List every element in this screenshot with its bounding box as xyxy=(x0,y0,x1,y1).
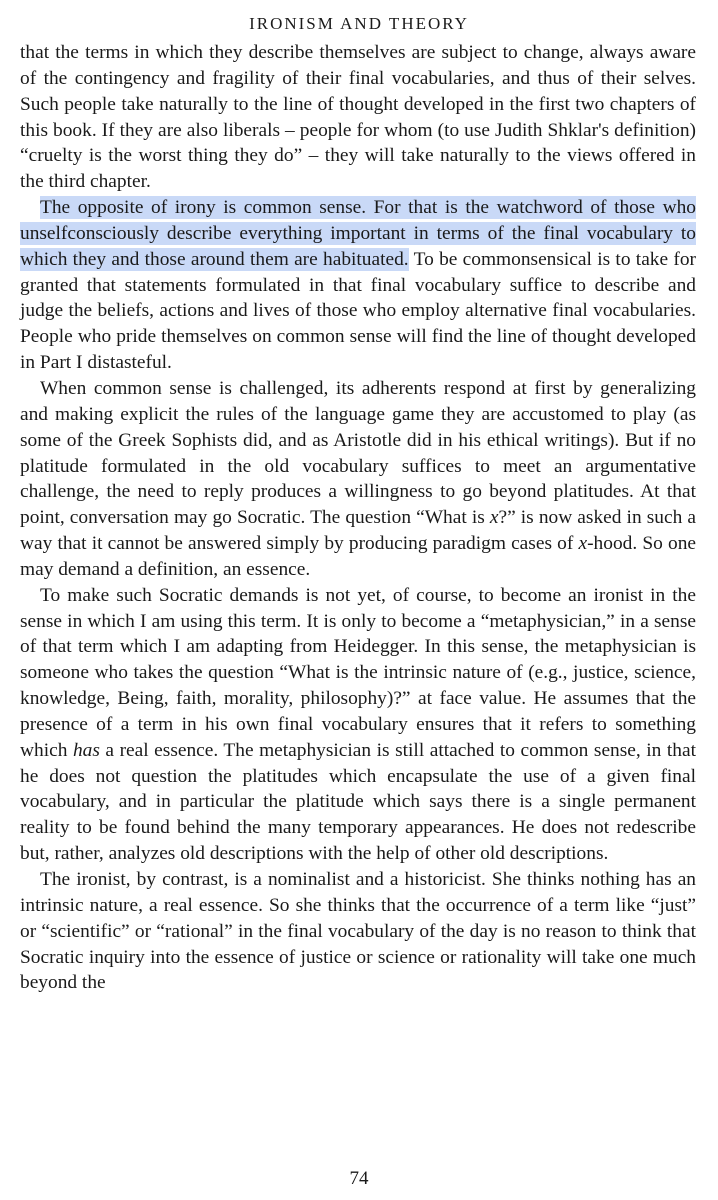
paragraph-1 xyxy=(20,40,696,195)
paragraph-3-text-a: When common sense is challenged, its adherents respond at first by generalizing and making explicit the rules of the language game they are accustomed to play (as some of the Greek Sophists did, and as Aristotle did in his ethical writings). But if no platitude formulated in the old vocabulary suffices to meet an argumentative challenge, the need to reply produces a willingness to go beyond platitudes. At that point, conversation may go Socratic. The question “What is xyxy=(20,377,696,529)
paragraph-3-text-c: -hood. So one may demand a definition, an essence. xyxy=(20,533,696,580)
paragraph-5 xyxy=(20,867,696,996)
italic-x: x xyxy=(578,533,588,555)
page-number: 74 xyxy=(349,1168,369,1189)
paragraph-4-text-b: a real essence. The metaphysician is still attached to common sense, in that he does not question the platitudes which encapsulate the use of a given final vocabulary, and in particular the platitude which says there is a single permanent reality to be found behind the many temporary appearances. He does not redescribe but, rather, analyzes old descriptions with the help of other old descriptions. xyxy=(20,739,696,865)
paragraph-1-text: that the terms in which they describe themselves are subject to change, always aware of the contingency and fragility of their final vocabularies, and thus of their selves. Such people take naturally to the line of thought developed in the first two chapters of this book. If they are also liberals – people for whom (to use Judith Shklar's definition) “cruelty is the worst thing they do” – they will take naturally to the views offered in the third chapter. xyxy=(20,42,696,193)
running-head: IRONISM AND THEORY xyxy=(249,14,469,33)
body-text xyxy=(20,40,696,996)
paragraph-2-text: To be commonsensical is to take for granted that statements formulated in that final vocabulary suffice to describe and judge the beliefs, actions and lives of those who employ alternative final vocabularies. People who pride themselves on common sense will find the line of thought developed in Part I distasteful. xyxy=(20,248,697,374)
paragraph-4 xyxy=(20,583,696,867)
highlighted-passage[interactable]: The opposite of irony is common sense. For that is the watchword of those who unselfconsciously describe everything important in terms of the final vocabulary to which they and those around them are habituated. xyxy=(20,197,696,270)
italic-has: has xyxy=(72,739,100,761)
paragraph-2 xyxy=(20,195,696,376)
italic-x: x xyxy=(489,507,499,529)
paragraph-3 xyxy=(20,376,696,583)
paragraph-4-text-a: To make such Socratic demands is not yet, of course, to become an ironist in the sense in which I am using this term. It is only to become a “metaphysician,” in a sense of that term which I am adapting from Heidegger. In this sense, the metaphysician is someone who takes the question “What is the intrinsic nature of (e.g., justice, science, knowledge, Being, faith, morality, philosophy)?” at face value. He assumes that the presence of a term in his own final vocabulary ensures that it refers to something which xyxy=(20,584,696,761)
paragraph-5-text: The ironist, by contrast, is a nominalist and a historicist. She thinks nothing has an intrinsic nature, a real essence. So she thinks that the occurrence of a term like “just” or “scientific” or “rational” in the final vocabulary of the day is no reason to think that Socratic inquiry into the essence of justice or science or rationality will take one much beyond the xyxy=(20,869,696,994)
paragraph-3-text-b: ?” is now asked in such a way that it cannot be answered simply by producing paradigm cases of xyxy=(20,507,696,555)
